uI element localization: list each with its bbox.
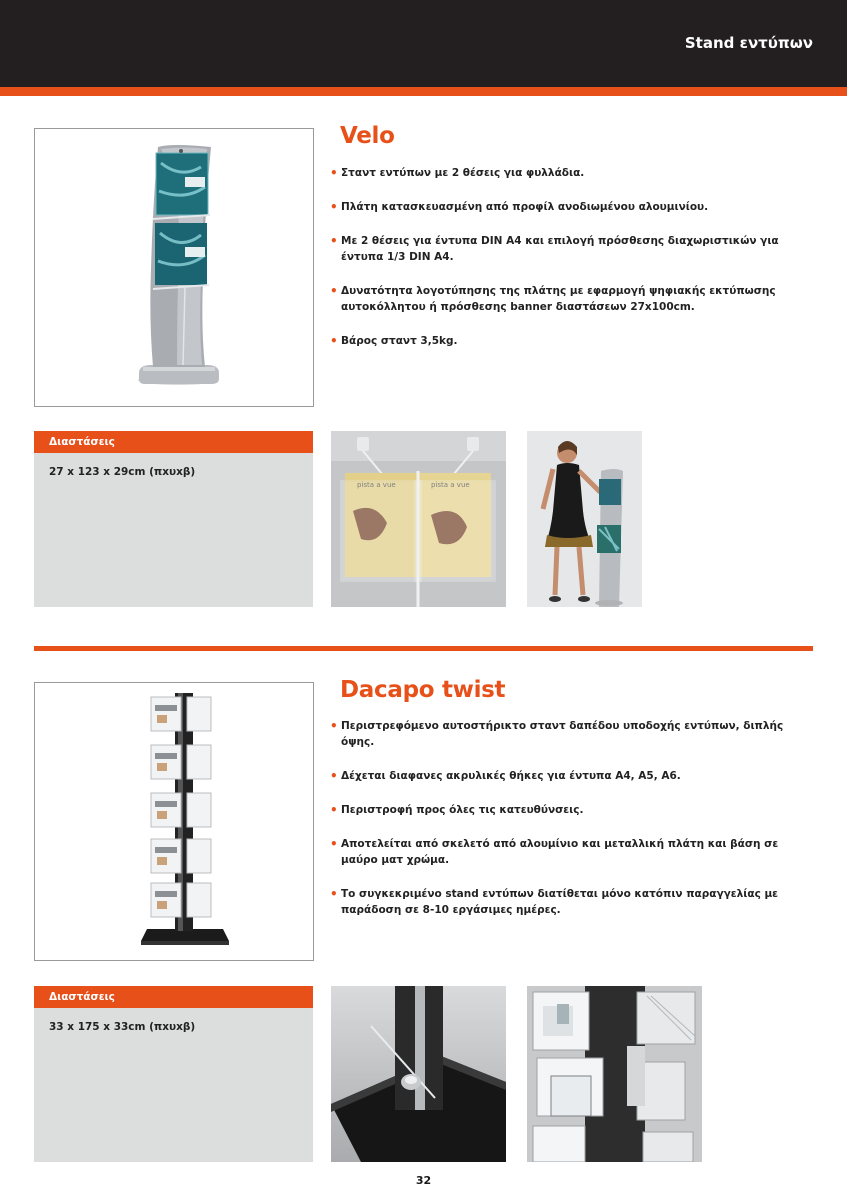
dimensions-box-velo [34, 431, 313, 607]
svg-text:pista a vue: pista a vue [431, 481, 470, 489]
header-accent-stripe [0, 87, 847, 96]
svg-text:pista a vue: pista a vue [357, 481, 396, 489]
feature-item: • Πλάτη κατασκευασμένη από προφίλ ανοδιωμένου αλουμινίου. [330, 199, 813, 215]
velo-stand-image [35, 129, 313, 406]
dimensions-value: 27 x 123 x 29cm (πxυxβ) [49, 466, 196, 478]
product-image-frame-dacapo [34, 682, 314, 961]
feature-item: • Περιστρεφόμενο αυτοστήρικτο σταντ δαπέδου υποδοχής εντύπων, διπλής όψης. [330, 718, 813, 750]
feature-item: • Το συγκεκριμένο stand εντύπων διατίθεται μόνο κατόπιν παραγγελίας με παράδοση σε 8-10 εργάσιμες ημέρες. [330, 886, 813, 918]
dimensions-value: 33 x 175 x 33cm (πxυxβ) [49, 1021, 196, 1033]
dimensions-label: Διαστάσεις [34, 431, 313, 453]
product-image-frame-velo [34, 128, 314, 407]
page-number: 32 [415, 1174, 432, 1187]
section-divider [34, 646, 813, 651]
product-title-velo: Velo [340, 123, 395, 149]
feature-item: • Δέχεται διαφανες ακρυλικές θήκες για έντυπα Α4, Α5, Α6. [330, 768, 813, 784]
dacapo-base-photo [331, 986, 506, 1162]
dacapo-holders-photo [527, 986, 702, 1162]
feature-item: • Περιστροφή προς όλες τις κατευθύνσεις. [330, 802, 813, 818]
feature-item: • Με 2 θέσεις για έντυπα DIN A4 και επιλογή πρόσθεσης διαχωριστικών για έντυπα 1/3 DIN A4. [330, 233, 813, 265]
feature-item: • Βάρος σταντ 3,5kg. [330, 333, 813, 349]
dimensions-box-dacapo [34, 986, 313, 1162]
feature-item: • Αποτελείται από σκελετό από αλουμίνιο και μεταλλική πλάτη και βάση σε μαύρο ματ χρώμα. [330, 836, 813, 868]
feature-list-dacapo [330, 718, 813, 918]
header-title: Stand εντύπων [684, 34, 813, 52]
feature-list-velo [330, 165, 813, 349]
product-title-dacapo: Dacapo twist [340, 677, 506, 703]
feature-item: • Δυνατότητα λογοτύπησης της πλάτης με εφαρμογή ψηφιακής εκτύπωσης αυτοκόλλητου ή πρόσθεσης banner διαστάσεων 27x100cm. [330, 283, 813, 315]
velo-model-photo [527, 431, 642, 607]
feature-item: • Σταντ εντύπων με 2 θέσεις για φυλλάδια. [330, 165, 813, 181]
page-header [0, 0, 847, 87]
dacapo-stand-image [35, 683, 313, 960]
velo-pockets-photo [331, 431, 506, 607]
dimensions-label: Διαστάσεις [34, 986, 313, 1008]
